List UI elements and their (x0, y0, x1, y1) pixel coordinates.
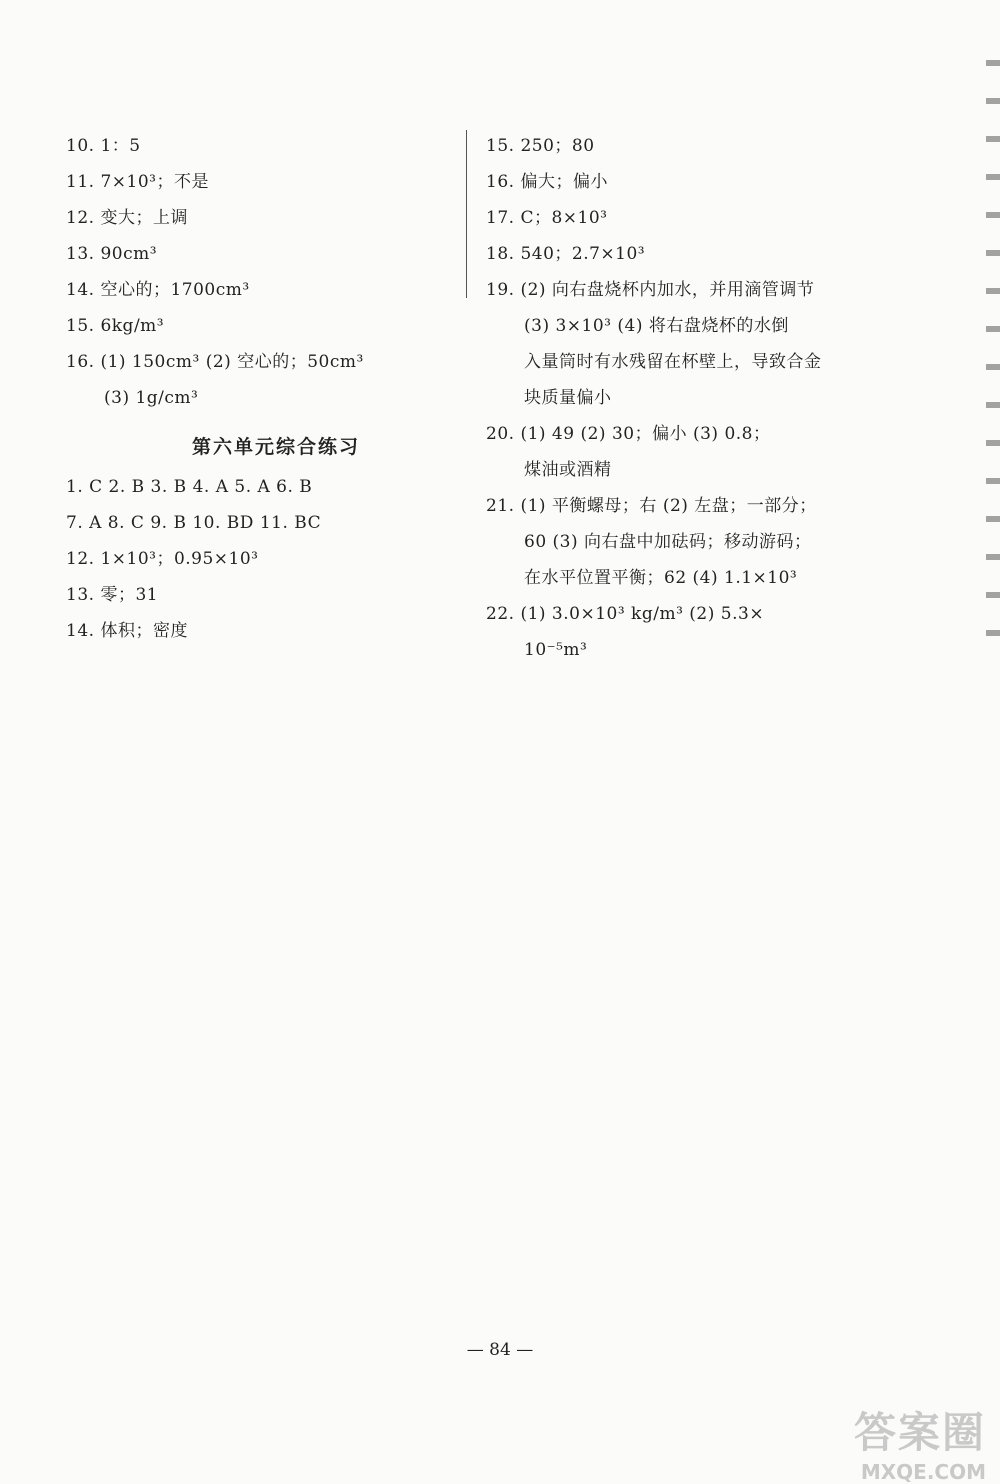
answer-line: 15. 250；80 (486, 136, 595, 156)
answer-line: 16. 偏大；偏小 (486, 172, 608, 192)
answer-line: 入量筒时有水残留在杯壁上，导致合金 (524, 352, 822, 372)
answer-line: 14. 空心的；1700cm³ (66, 280, 250, 300)
answer-line: 10⁻⁵m³ (524, 640, 588, 660)
answer-line: 煤油或酒精 (524, 460, 612, 480)
answer-line: 12. 1×10³；0.95×10³ (66, 549, 259, 569)
answer-line: 13. 零；31 (66, 585, 159, 605)
answer-line: 60 (3) 向右盘中加砝码；移动游码； (524, 532, 812, 552)
answer-line: 15. 6kg/m³ (66, 316, 165, 336)
answer-line: 7. A 8. C 9. B 10. BD 11. BC (66, 513, 322, 533)
answer-line: 14. 体积；密度 (66, 621, 188, 641)
section-heading: 第六单元综合练习 (191, 436, 360, 458)
answer-line: 13. 90cm³ (66, 244, 158, 264)
answer-line: 在水平位置平衡；62 (4) 1.1×10³ (524, 568, 798, 588)
answer-line: 22. (1) 3.0×10³ kg/m³ (2) 5.3× (486, 604, 765, 624)
answer-line: 18. 540；2.7×10³ (486, 244, 646, 264)
answer-line: 20. (1) 49 (2) 30；偏小 (3) 0.8； (486, 424, 771, 444)
answer-line: 11. 7×10³；不是 (66, 172, 209, 192)
watermark-logo (854, 1400, 986, 1484)
answer-line: 19. (2) 向右盘烧杯内加水，并用滴管调节 (486, 280, 815, 300)
watermark-url: MXQE.COM (860, 1460, 986, 1484)
page-number: — 84 — (466, 1340, 534, 1360)
right-column (486, 128, 876, 668)
left-column (66, 128, 446, 649)
scan-edge-marks (986, 60, 1000, 660)
answer-line: 块质量偏小 (524, 388, 612, 408)
answer-line: (3) 1g/cm³ (104, 388, 199, 408)
answer-line: 1. C 2. B 3. B 4. A 5. A 6. B (66, 477, 313, 497)
answer-line: 16. (1) 150cm³ (2) 空心的；50cm³ (66, 352, 364, 372)
answer-line: 10. 1：5 (66, 136, 141, 156)
watermark-text: 答案圈 (853, 1408, 986, 1457)
answer-line: 17. C；8×10³ (486, 208, 608, 228)
column-divider (466, 130, 467, 298)
answer-line: (3) 3×10³ (4) 将右盘烧杯的水倒 (524, 316, 789, 336)
answer-line: 12. 变大；上调 (66, 208, 188, 228)
answer-line: 21. (1) 平衡螺母；右 (2) 左盘；一部分； (486, 496, 817, 516)
